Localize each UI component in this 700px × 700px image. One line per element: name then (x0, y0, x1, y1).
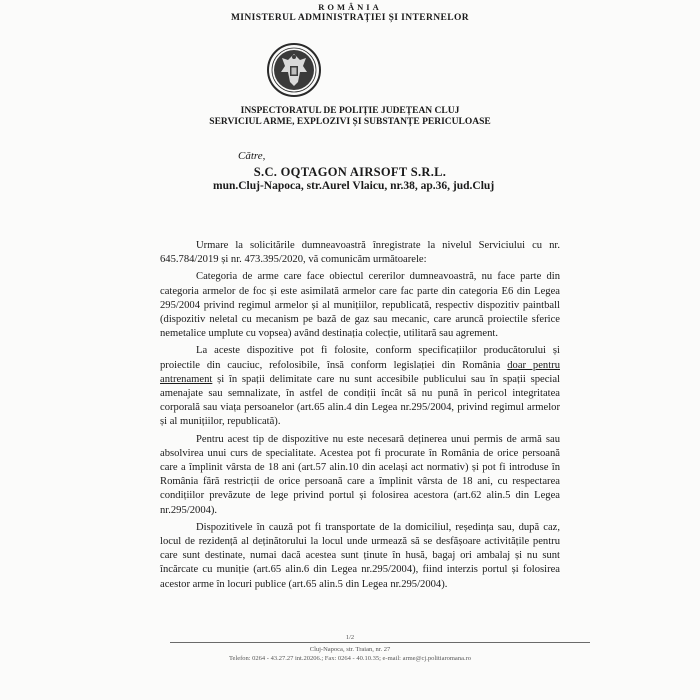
footer-divider (170, 642, 590, 643)
paragraph-5: Dispozitivele în cauză pot fi transportate de la domiciliul, reședința sau, după caz, locul de rezidență al deținătorului la locul unde urmează să se desfășoare activitățile pentru care sunt destinate, numai dacă acestea sunt ținute în husă, bagaj ori ambalaj și nu sunt încărcate cu muniție (art.65 alin.6 din Legea nr.295/2004), fiind interzis portul și folosirea acestor arme în locuri publice (art.65 alin.5 din Legea nr.295/2004). (160, 521, 560, 590)
header-service: SERVICIUL ARME, EXPLOZIVI ȘI SUBSTANȚE PERICULOASE (209, 117, 491, 127)
recipient-to-label: Către, (238, 150, 266, 162)
coat-of-arms-seal-icon (266, 42, 322, 98)
paragraph-3-part-b: și în spații delimitate care nu sunt accesibile publicului sau în spații special amenajate sau semnalizate, în astfel de condiții încât să nu pună în pericol integritatea corporală sau viața persoanelor (art.65 alin.4 din Legea nr.295/2004, privind regimul armelor și al munițiilor, republicată). (160, 373, 560, 428)
paragraph-3 (160, 344, 560, 429)
paragraph-4: Pentru acest tip de dispozitive nu este necesară deținerea unui permis de armă sau absolvirea unui curs de specialitate. Acestea pot fi procurate în România de orice persoană care a împlinit vârsta de 18 ani (art.57 alin.10 din același act normativ) și pot fi introduse în România fără restricții de orice persoană care a împlinit vârsta de 18 ani, cu respectarea condițiilor prevăzute de lege privind portul și folosirea acestora (art.62 alin.5 din Legea nr.295/2004). (160, 433, 560, 516)
recipient-address: mun.Cluj-Napoca, str.Aurel Vlaicu, nr.38, ap.36, jud.Cluj (213, 180, 495, 192)
footer-contact: Telefon: 0264 - 43.27.27 int.20206.; Fax: 0264 - 40.10.35; e-mail: arme@cj.politiaromana.ro (228, 655, 471, 662)
paragraph-1: Urmare la solicitările dumneavoastră înregistrate la nivelul Serviciului cu nr. 645.784/2019 și nr. 473.395/2020, vă comunicăm următoarele: (160, 240, 560, 266)
header-country: ROMÂNIA (318, 2, 382, 12)
paragraph-3-part-a: La aceste dispozitive pot fi folosite, conform specificațiilor producătorului și proiectile din cauciuc, refolosibile, însă conform legislației din România (160, 345, 560, 371)
recipient-name: S.C. OQTAGON AIRSOFT S.R.L. (253, 165, 447, 179)
paragraph-2: Categoria de arme care face obiectul cererilor dumneavoastră, nu face parte din categoria armelor de foc și este asimilată armelor care fac parte din categoria E6 din Legea 295/2004 privind regimul armelor și al munițiilor, republicată, respectiv dispozitiv paintball (dispozitiv neletal cu mecanism pe bază de gaz sau mecanic, care aruncă proiectile sferice nemetalice umplute cu vopsea) având destinația colecție, utilitară sau agrement. (160, 271, 560, 340)
page-number: 1/2 (345, 634, 355, 641)
letter-body (160, 239, 560, 595)
header-inspectorate: INSPECTORATUL DE POLIȚIE JUDEȚEAN CLUJ (240, 106, 460, 116)
paragraph-3-underlined: doar pentru antrenament (160, 359, 560, 385)
footer-address: Cluj-Napoca, str. Traian, nr. 27 (309, 646, 391, 653)
header-ministry: MINISTERUL ADMINISTRAȚIEI ȘI INTERNELOR (230, 13, 470, 23)
